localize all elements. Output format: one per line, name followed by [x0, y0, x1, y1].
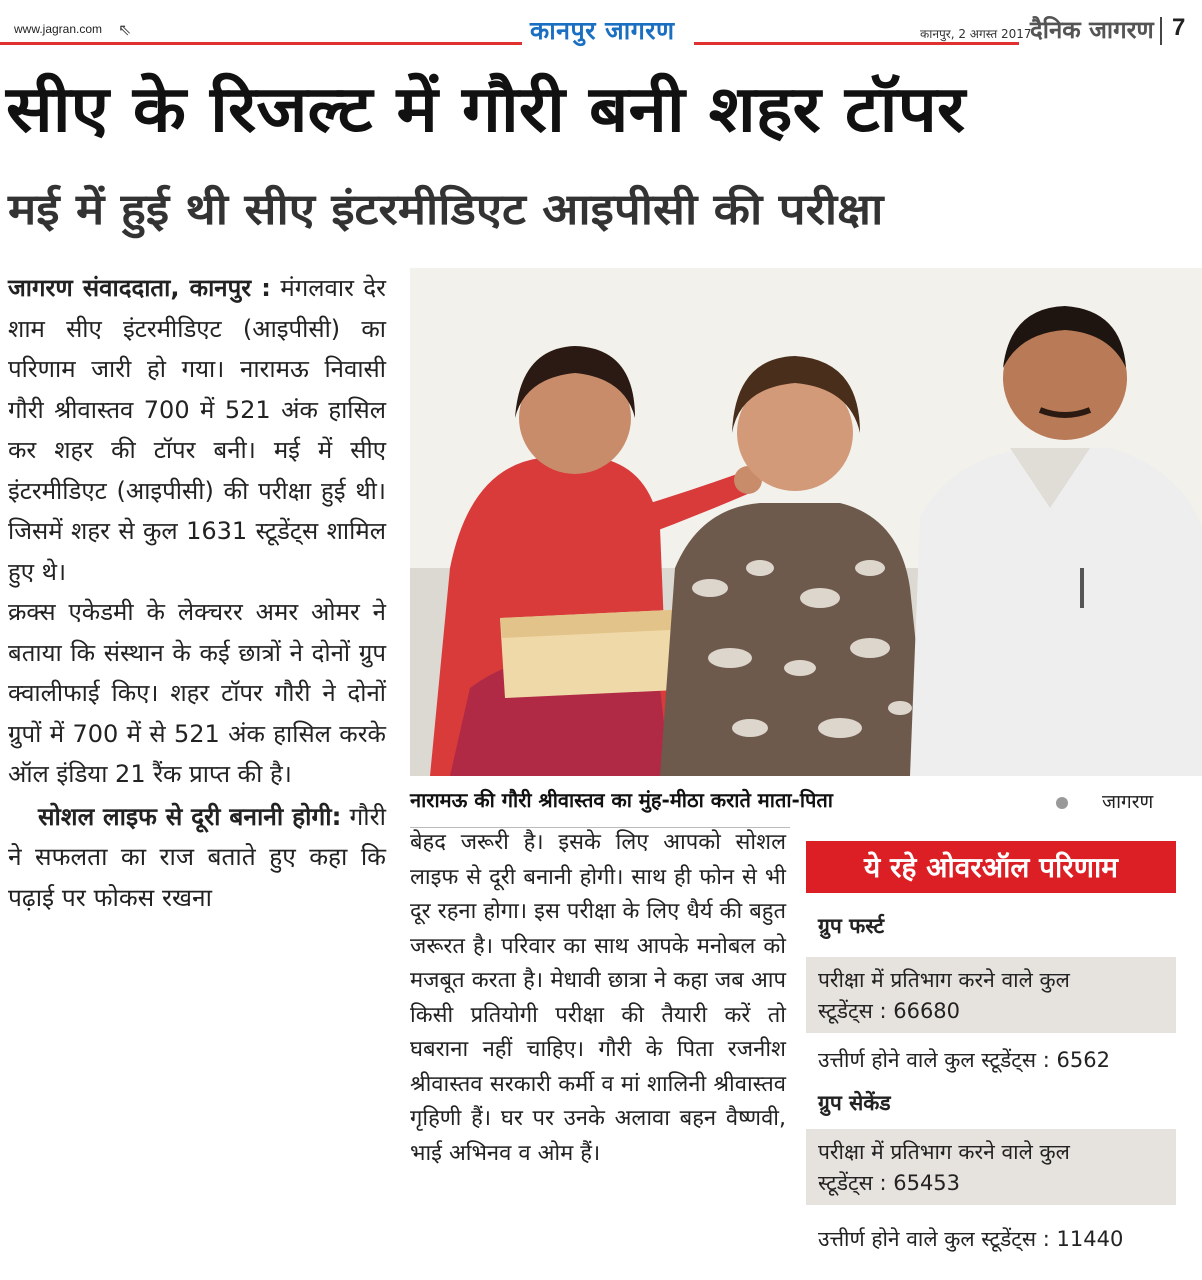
page-number-divider [1160, 17, 1162, 45]
section-subhead: सोशल लाइफ से दूरी बनानी होगी: [38, 801, 342, 831]
photo-illustration [410, 268, 1202, 776]
group-first-title: ग्रुप फर्स्ट [818, 914, 885, 938]
group-first-passed-value: 6562 [1056, 1048, 1110, 1072]
paragraph-3-text: गौरी ने सफलता का राज बताते हुए कहा कि पढ़ाई पर फोकस रखना [8, 801, 386, 912]
group-second-title: ग्रुप सेकेंड [818, 1091, 891, 1115]
results-box-title: ये रहे ओवरऑल परिणाम [806, 841, 1176, 893]
issue-date: कानपुर, 2 अगस्त 2017 [920, 27, 1032, 41]
article-middle-column [410, 826, 786, 1171]
article-continuation: बेहद जरूरी है। इसके लिए आपको सोशल लाइफ से दूरी बनानी होगी। साथ ही फोन से भी दूर रहना होगा। इस परीक्षा के लिए धैर्य की बहुत जरूरत है। परिवार का साथ आपके मनोबल को मजबूत करता है। मेधावी छात्रा ने कहा जब आप किसी प्रतियोगी परीक्षा की तैयारी करें तो घबराना नहीं चाहिए। गौरी के पिता रजनीश श्रीवास्तव सरकारी कर्मी व मां शालिनी श्रीवास्तव गृहिणी हैं। घर पर उनके अलावा बहन वैष्णवी, भाई अभिनव व ओम हैं। [410, 830, 786, 1166]
article-paragraph-2: क्रक्स एकेडमी के लेक्चरर अमर ओमर ने बताया कि संस्थान के कई छात्रों ने दोनों ग्रुप क्वालीफाई किए। शहर टॉपर गौरी ने दोनों ग्रुपों में 700 में से 521 अंक हासिल करके ऑल इंडिया 21 रैंक प्राप्त की है। [8, 598, 386, 788]
paragraph-1-text: मंगलवार देर शाम सीए इंटरमीडिएट (आइपीसी) का परिणाम जारी हो गया। नारामऊ निवासी गौरी श्रीवास्तव 700 में 521 अंक हासिल कर शहर की टॉपर बनी। मई में सीए इंटरमीडिएट (आइपीसी) की परीक्षा हुई थी। जिसमें शहर से कुल 1631 स्टूडेंट्स शामिल हुए थे। [8, 274, 386, 586]
group-first-appeared-value: 66680 [893, 999, 961, 1023]
page-number: 7 [1172, 14, 1186, 41]
group-first-passed: उत्तीर्ण होने वाले कुल स्टूडेंट्स : 6562 [818, 1048, 1110, 1072]
article-paragraph-1 [8, 268, 386, 592]
group-second-passed: उत्तीर्ण होने वाले कुल स्टूडेंट्स : 11440 [818, 1227, 1124, 1251]
group-second-passed-label: उत्तीर्ण होने वाले कुल स्टूडेंट्स [818, 1227, 1037, 1251]
mouse-pointer-icon: ⇖ [118, 20, 132, 39]
group-second-passed-value: 11440 [1056, 1227, 1124, 1251]
group-first-appeared-box: परीक्षा में प्रतिभाग करने वाले कुल स्टूडेंट्स : 66680 [806, 957, 1176, 1033]
newspaper-name: दैनिक जागरण [1030, 16, 1154, 44]
photo-credit: जागरण [1102, 791, 1154, 813]
caption-bullet-icon [1056, 797, 1068, 809]
group-first-appeared-label: परीक्षा में प्रतिभाग करने वाले कुल स्टूडेंट्स [818, 968, 1070, 1023]
subheadline: मई में हुई थी सीए इंटरमीडिएट आइपीसी की परीक्षा [8, 185, 884, 235]
photo-caption: नारामऊ की गौरी श्रीवास्तव का मुंह-मीठा कराते माता-पिता [410, 788, 833, 812]
news-photo [410, 268, 1202, 776]
article-left-column [8, 268, 386, 918]
group-second-appeared-box: परीक्षा में प्रतिभाग करने वाले कुल स्टूडेंट्स : 65453 [806, 1129, 1176, 1205]
edition-title: कानपुर जागरण [530, 16, 675, 45]
masthead-rule-left [0, 42, 522, 45]
headline: सीए के रिजल्ट में गौरी बनी शहर टॉपर [6, 73, 966, 147]
group-second-appeared-label: परीक्षा में प्रतिभाग करने वाले कुल स्टूडेंट्स [818, 1140, 1070, 1195]
byline: जागरण संवाददाता, कानपुर : [8, 274, 271, 302]
group-second-appeared-value: 65453 [893, 1171, 961, 1195]
group-first-passed-label: उत्तीर्ण होने वाले कुल स्टूडेंट्स [818, 1048, 1037, 1072]
site-url[interactable]: www.jagran.com [14, 22, 103, 36]
article-paragraph-3 [8, 797, 386, 919]
masthead-rule-right [694, 42, 1019, 45]
